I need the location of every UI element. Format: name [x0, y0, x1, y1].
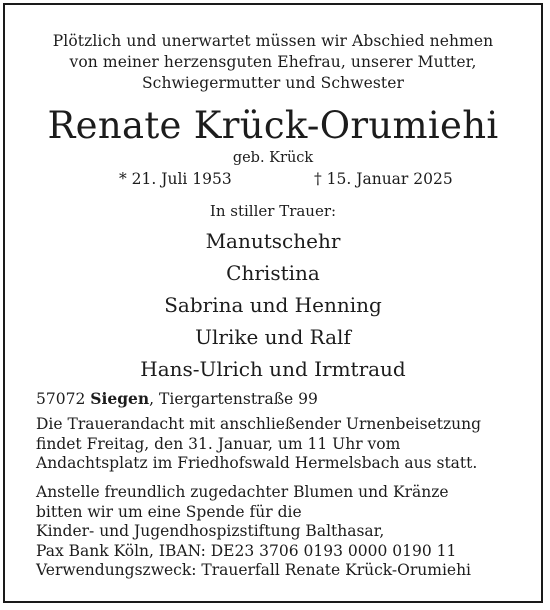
donation-text — [36, 483, 533, 581]
donation-line: Anstelle freundlich zugedachter Blumen und Kränze — [36, 483, 449, 501]
intro-text — [5, 31, 541, 94]
ceremony-text — [36, 415, 533, 474]
mourners-heading: In stiller Trauer: — [209, 202, 337, 220]
deceased-name: Renate Krück-Orumiehi — [47, 104, 499, 147]
ceremony-line: Die Trauerandacht mit anschließender Urnenbeisetzung — [36, 415, 481, 433]
donation-line: Pax Bank Köln, IBAN: DE23 3706 0193 0000 0190 11 — [36, 541, 457, 560]
intro-line: von meiner herzensguten Ehefrau, unserer Mutter, — [69, 53, 477, 71]
intro-line: Schwiegermutter und Schwester — [141, 74, 405, 92]
obituary-card — [3, 3, 543, 603]
mourner-name: Manutschehr — [205, 229, 341, 253]
address-zip: 57072 — [36, 390, 86, 408]
mourner-name: Ulrike und Ralf — [195, 325, 351, 349]
address-city: Siegen — [90, 389, 150, 408]
mourners-list — [5, 225, 541, 385]
donation-line: Kinder- und Jugendhospizstiftung Balthasar, — [36, 522, 385, 540]
address-street: , Tiergartenstraße 99 — [149, 390, 318, 408]
intro-line: Plötzlich und unerwartet müssen wir Abschied nehmen — [52, 32, 494, 50]
family-address — [36, 388, 318, 410]
mourner-name: Sabrina und Henning — [164, 293, 382, 317]
ceremony-line: findet Freitag, den 31. Januar, um 11 Uhr vom — [36, 434, 401, 453]
mourner-name: Christina — [226, 261, 320, 285]
donation-line: Verwendungszweck: Trauerfall Renate Krück-Orumiehi — [36, 561, 472, 579]
death-date: † 15. Januar 2025 — [314, 170, 453, 188]
ceremony-line: Andachtsplatz im Friedhofswald Hermelsbach aus statt. — [36, 454, 478, 472]
mourner-name: Hans-Ulrich und Irmtraud — [140, 357, 406, 381]
donation-line: bitten wir um eine Spende für die — [36, 502, 302, 521]
birth-name: geb. Krück — [232, 150, 314, 166]
birth-date: * 21. Juli 1953 — [119, 170, 232, 188]
